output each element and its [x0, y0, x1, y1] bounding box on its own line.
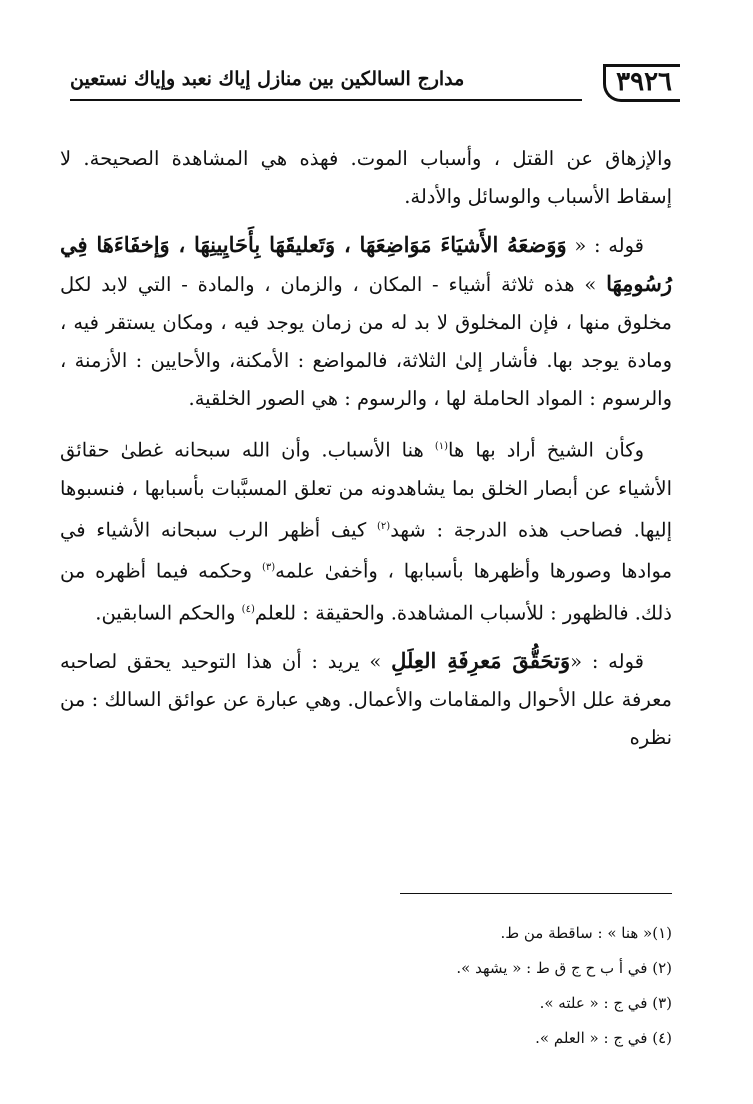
footnote-3: (٣) في ج : « علته ».: [539, 994, 672, 1012]
main-text: [60, 140, 672, 767]
paragraph-2-text: » هذه ثلاثة أشياء - المكان ، والزمان ، والمادة - التي لابد لكل مخلوق منها ، فإن المخلوق لا بد له من زمان يوجد فيه ، ومكان يستقر فيه ، ومادة يوجد بها. فأشار إلىٰ الثلاثة، فالمواضع : الأمكنة، والأحايين : الأزمنة ، والرسوم : المواد الحاملة لها ، والرسوم : هي الصور الخلقية.: [60, 273, 672, 410]
page-header: [70, 58, 680, 108]
paragraph-3: [60, 428, 672, 632]
header-rule: [70, 99, 582, 101]
quoted-text: وَوَضعَهُ الأَشيَاءَ مَوَاضِعَهَا ، وَتَعليقَهَا بِأَحَايِينِهَا ، وَإخفَاءَهَا فِي رُسُومِهَا: [60, 232, 672, 296]
paragraph-2: [60, 226, 672, 418]
quote-open: قوله : «: [570, 650, 644, 673]
paragraph-4-text: » يريد : أن هذا التوحيد يحقق لصاحبه معرفة علل الأحوال والمقامات والأعمال. وهي عبارة عن عوائق السالك : من نظره: [60, 650, 672, 749]
paragraph-3-text-b: هنا الأسباب. وأن الله سبحانه غطىٰ حقائق الأشياء عن أبصار الخلق بما يشاهدونه من تعلق المسبَّبات بأسبابها ، فنسبوها إليها. فصاحب هذه الدرجة : شهد: [60, 438, 672, 541]
footnote-ref-1: (١): [434, 441, 449, 452]
page-number: ٣٩٢٦: [603, 64, 680, 102]
footnote-ref-3: (٣): [261, 562, 276, 573]
paragraph-3-text-c: كيف أظهر الرب سبحانه الأشياء في موادها وصورها وأظهرها بأسبابها ، وأخفىٰ علمه: [60, 518, 673, 583]
footnote-ref-2: (٢): [377, 520, 391, 532]
footnote-rule: [400, 893, 672, 894]
running-title: مدارج السالكين بين منازل إياك نعبد وإياك نستعين: [70, 68, 465, 90]
footnote-ref-4: (٤): [241, 603, 255, 615]
quote-open: قوله : «: [566, 234, 644, 257]
paragraph-1: والإزهاق عن القتل ، وأسباب الموت. فهذه هي المشاهدة الصحيحة. لا إسقاط الأسباب والوسائل والأدلة.: [60, 147, 672, 208]
footnote-4: (٤) في ج : « العلم ».: [535, 1029, 672, 1047]
footnotes: [60, 916, 672, 1056]
paragraph-3-text-e: والحكم السابقين.: [95, 601, 242, 624]
quoted-text: وَتحَقُّقَ مَعرِفَةِ العِلَلِ: [391, 648, 571, 673]
footnote-2: (٢) في أ ب ح ج ق ط : « يشهد ».: [456, 959, 672, 977]
footnote-1: (١)« هنا » : ساقطة من ط.: [500, 924, 672, 942]
paragraph-3-text-d: وحكمه فيما أظهره من ذلك. فالظهور : للأسباب المشاهدة. والحقيقة : للعلم: [60, 559, 672, 624]
paragraph-3-text-a: وكأن الشيخ أراد بها ها: [448, 438, 645, 462]
paragraph-4: [60, 642, 672, 757]
